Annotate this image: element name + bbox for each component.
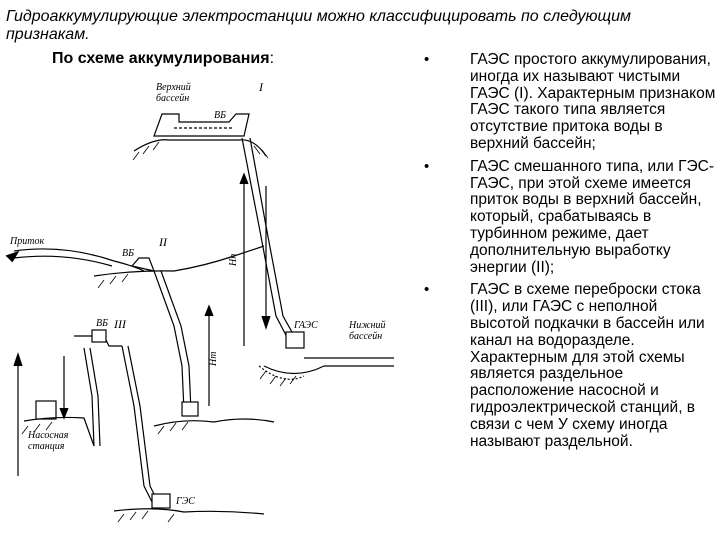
label-upper-basin-1: Верхний xyxy=(156,82,191,93)
label-scheme-1: I xyxy=(259,80,263,94)
label-lower-basin-2: бассейн xyxy=(349,331,383,342)
label-lower-basin-1: Нижний xyxy=(349,320,386,331)
lower-basin-1 xyxy=(264,366,394,374)
list-item-transfer xyxy=(418,282,718,450)
upper-basin-ground xyxy=(134,140,266,156)
gaes-2-building xyxy=(182,402,198,416)
label-gaes: ГАЭС xyxy=(294,320,318,331)
label-pump-station-1: Насосная xyxy=(28,430,69,441)
label-hp: Нп xyxy=(228,253,239,266)
ground-hatching xyxy=(22,142,296,522)
intro-text: Гидроаккумулирующие электростанции можно классифицировать по следующим признакам. xyxy=(6,8,632,43)
hpp-building xyxy=(152,494,170,508)
label-inflow: Приток xyxy=(10,236,45,247)
label-hpp: ГЭС xyxy=(176,496,195,507)
bullet-dot: • xyxy=(424,157,430,175)
bullet-dot: • xyxy=(424,281,430,299)
label-vb-1: ВБ xyxy=(214,110,227,121)
label-ht: Нт xyxy=(208,351,219,366)
dam-2 xyxy=(132,258,154,271)
label-vb-3: ВБ xyxy=(96,318,109,329)
subtitle-label: По схеме аккумулирования xyxy=(52,50,270,67)
upper-basin-dam xyxy=(154,114,249,136)
label-upper-basin-2: бассейн xyxy=(156,93,190,104)
label-vb-2: ВБ xyxy=(122,248,135,259)
gaes-1-building xyxy=(286,332,304,348)
tailrace-3 xyxy=(114,509,264,514)
list-item-mixed xyxy=(418,159,718,277)
pumped-storage-schemes-diagram xyxy=(4,66,414,536)
label-scheme-2: II xyxy=(159,235,167,249)
scheme-list xyxy=(418,52,718,456)
list-item-text: ГАЭС смешанного типа, или ГЭС-ГАЭС, при этой схеме имеется приток воды в верхний бассейн, который, срабатываясь в турбинном режиме, дает дополнительную выработку энергии (II); xyxy=(470,157,714,276)
pump-station xyxy=(36,401,56,419)
list-item-simple xyxy=(418,52,718,153)
subtitle-colon: : xyxy=(269,50,275,67)
list-item-text: ГАЭС в схеме переброски стока (III), или ГАЭС с неполной высотой подкачки в бассейн или канал на водоразделе. Характерным для этой схемы является раздельное расположение насосной и гидроэлектрической станций, в связи с чем У схему иногда называют раздельной. xyxy=(470,281,705,450)
label-pump-station-2: станция xyxy=(28,441,65,452)
bullet-dot: • xyxy=(424,51,430,68)
label-scheme-3: III xyxy=(114,317,126,331)
list-item-text: ГАЭС простого аккумулирования, иногда их называют чистыми ГАЭС (I). Характерным признаком ГАЭС такого типа является отсутствие притока воды в верхний бассейн; xyxy=(470,51,716,152)
pump-building-top xyxy=(92,330,106,342)
